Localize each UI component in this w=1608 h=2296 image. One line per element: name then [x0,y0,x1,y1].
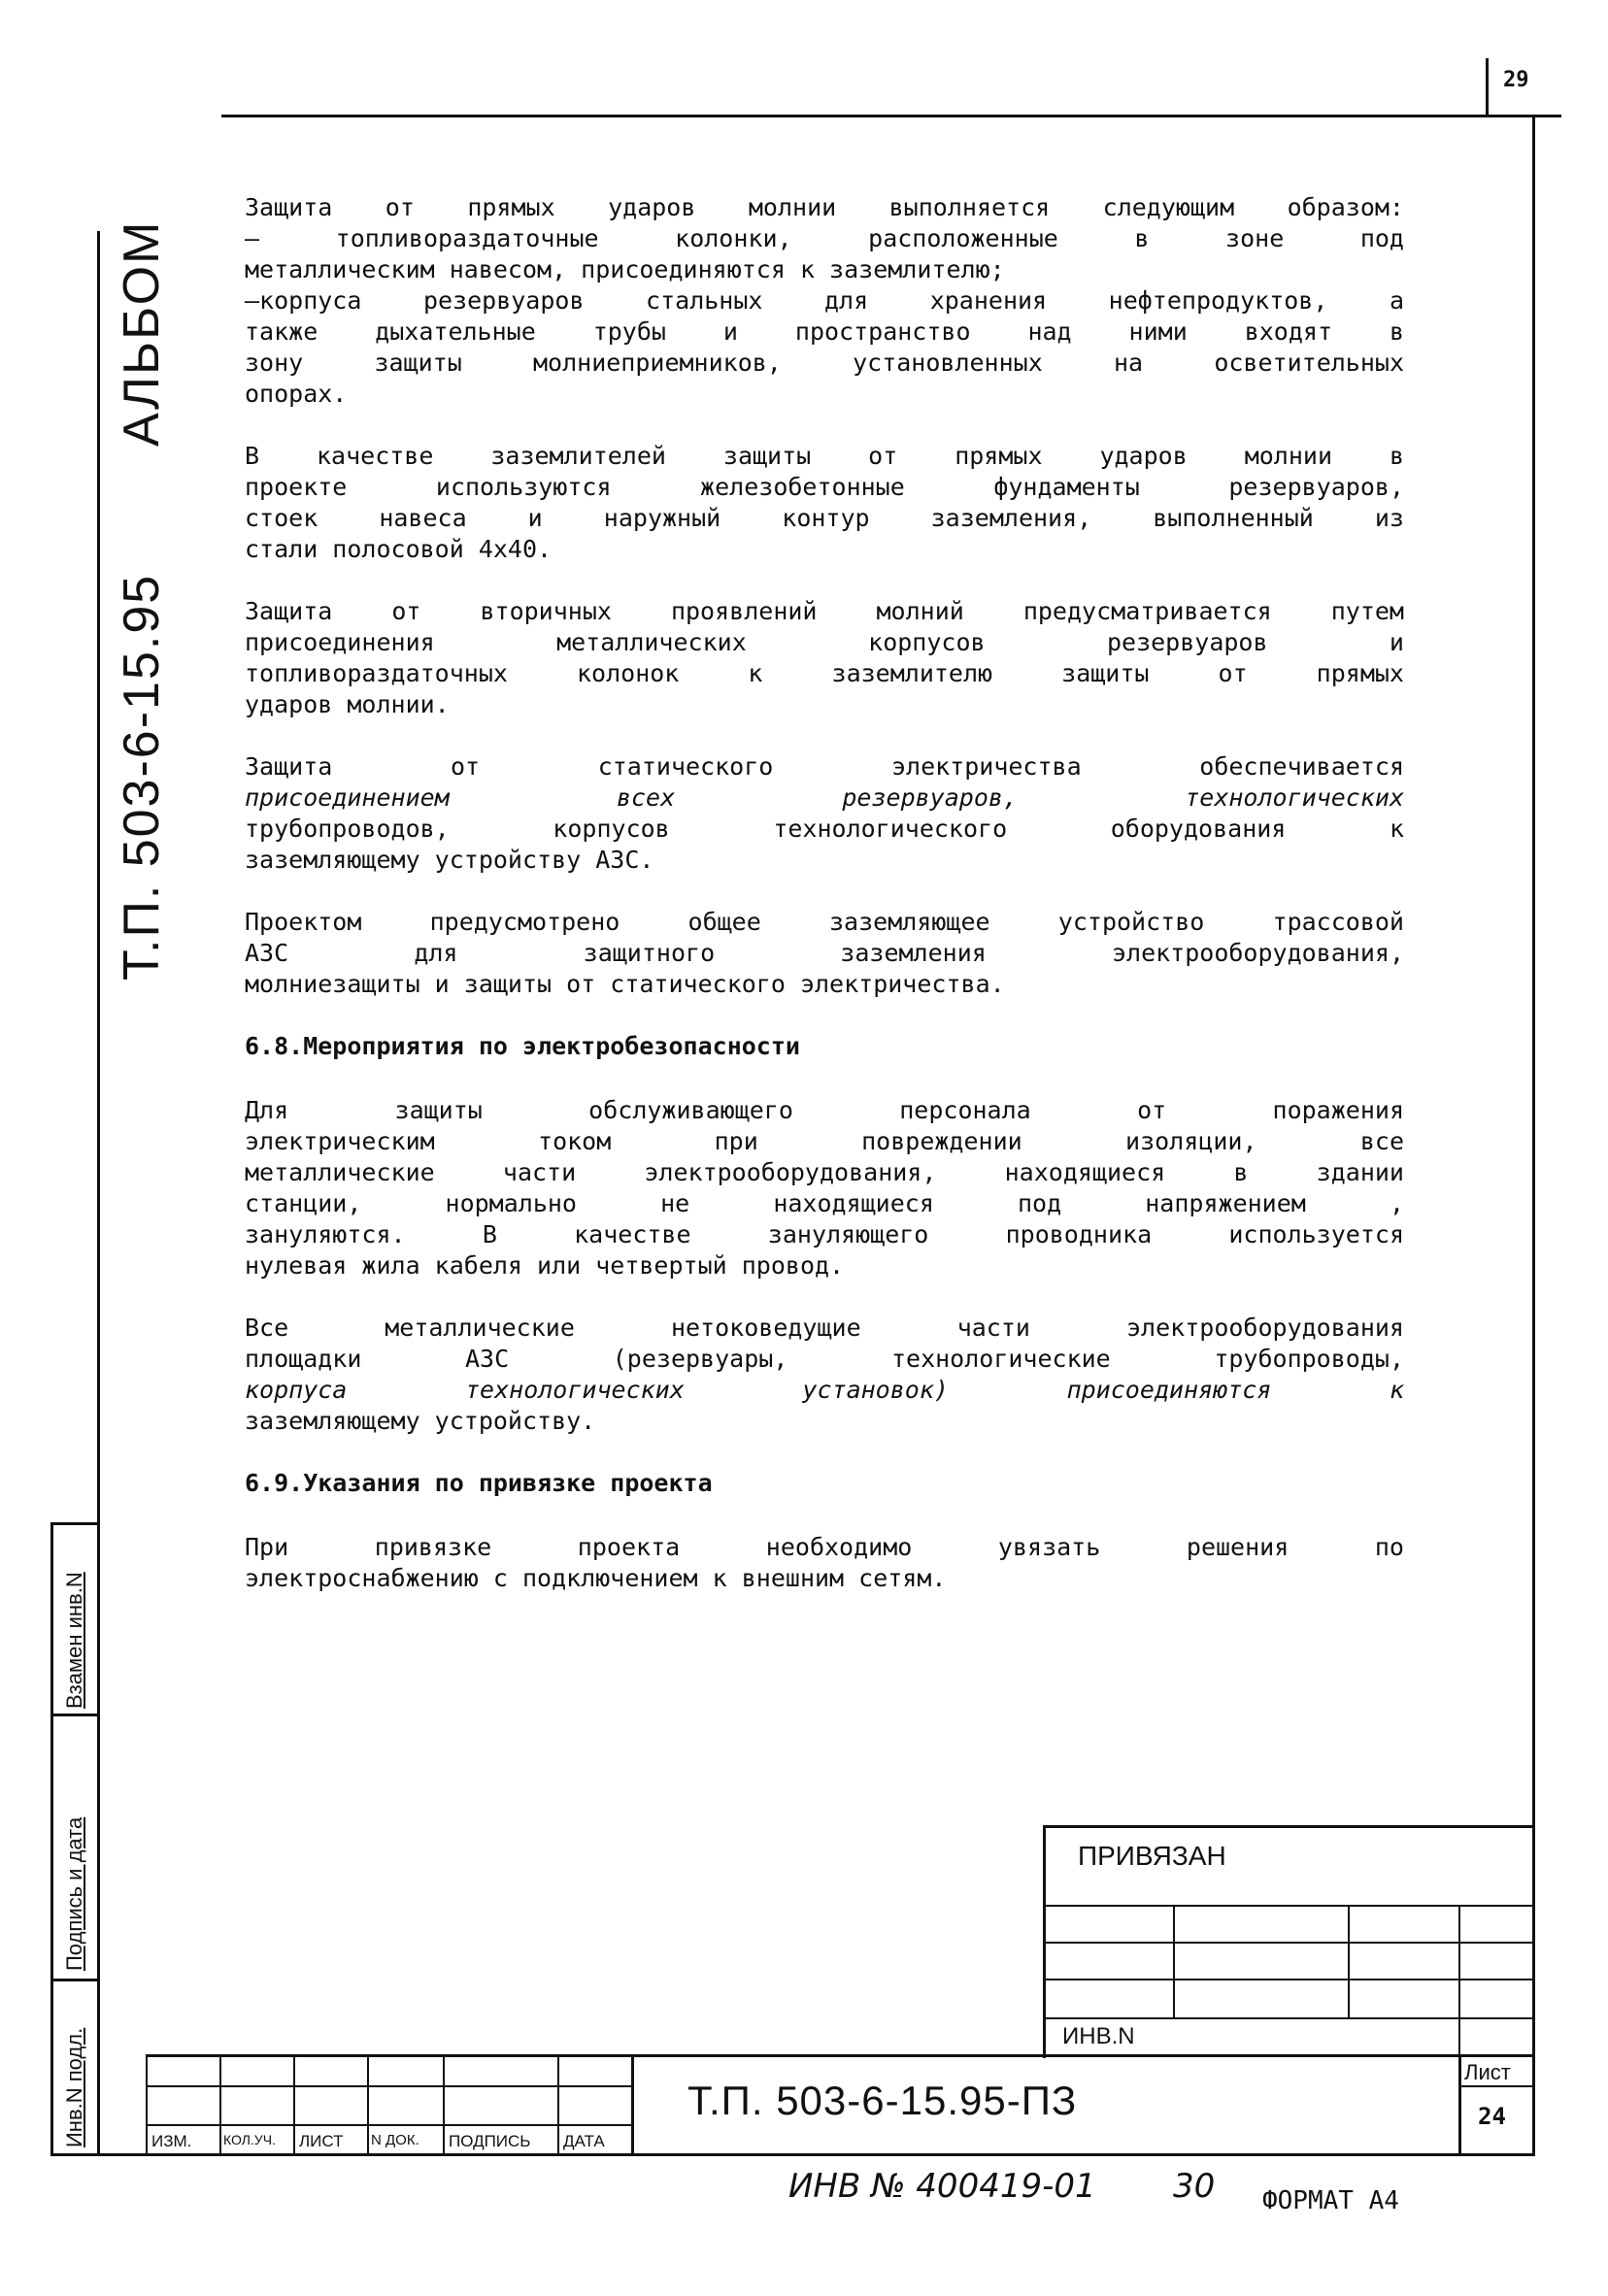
title-col0 [146,2054,148,2155]
sign-date-label: Подпись и дата [62,1816,86,1971]
left-frame-bottom [50,2153,1535,2156]
left-frame-inner [97,231,100,2155]
paragraph-safety [245,1095,1404,1281]
title-col5 [557,2054,559,2155]
text-line: проекте используются железобетонные фундаменты резервуаров, [245,473,1404,501]
bound-row1 [1043,1905,1534,1907]
replace-inv-label: Взамен инв.N [62,1572,86,1709]
text-line: трубопроводов, корпусов технологического оборудования к [245,815,1404,843]
right-frame [1532,115,1535,2153]
title-col4 [443,2054,445,2155]
text-line: корпуса технологических установок) присоединяются к [245,1376,1404,1404]
left-frame-div1 [50,1522,99,1525]
text-line: стоек навеса и наружный контур заземления, выполненный из [245,504,1404,532]
page-number-divider [1486,58,1489,115]
sheet-number: 24 [1478,2103,1506,2130]
text-line: площадки АЗС (резервуары, технологические трубопроводы, [245,1345,1404,1373]
text-line: электроснабжению с подключением к внешним сетям. [245,1564,947,1592]
text-line: – топливораздаточные колонки, расположенные в зоне под [245,224,1404,252]
col-data: ДАТА [563,2132,605,2150]
inv-orig-label: Инв.N подл. [62,2027,86,2147]
text-line: Все металлические нетоковедущие части электрооборудования [245,1314,1404,1342]
text-line: присоединением всех резервуаров, технологических [245,783,1404,812]
text-line: АЗС для защитного заземления электрооборудования, [245,939,1404,967]
text-line: электрическим током при повреждении изоляции, все [245,1127,1404,1155]
text-line: нулевая жила кабеля или четвертый провод. [245,1251,845,1280]
document-code: Т.П. 503-6-15.95-ПЗ [687,2078,1078,2123]
section-heading-6-8: 6.8.Мероприятия по электробезопасности [245,1032,800,1060]
text-line: стали полосовой 4х40. [245,535,553,563]
bound-label: ПРИВЯЗАН [1078,1841,1226,1871]
text-line: Защита от прямых ударов молнии выполняется следующим образом: [245,193,1404,221]
text-line: топливораздаточных колонок к заземлителю защиты от прямых [245,659,1404,687]
text-line: Защита от вторичных проявлений молний предусматривается путем [245,597,1404,625]
text-line: Для защиты обслуживающего персонала от поражения [245,1096,1404,1124]
section-heading-6-9: 6.9.Указания по привязке проекта [245,1469,713,1497]
bound-row4 [1043,2017,1534,2019]
col-n-dok: N ДОК. [371,2132,419,2148]
top-rule [221,115,1561,117]
bound-col1 [1173,1905,1175,2017]
bound-box-top [1043,1825,1534,1828]
paragraph-grounding [245,441,1404,565]
paragraph-static [245,751,1404,876]
col-izm: ИЗМ. [151,2132,192,2150]
text-line: также дыхательные трубы и пространство над ними входят в [245,317,1404,346]
bound-col2 [1348,1905,1350,2017]
text-line: ударов молнии. [245,690,450,718]
text-line: зону защиты молниеприемников, установленных на осветительных [245,349,1404,377]
paragraph-secondary [245,596,1404,720]
text-line: опорах. [245,380,348,408]
text-line: присоединения металлических корпусов резервуаров и [245,628,1404,656]
text-line: станции, нормально не находящиеся под напряжением , [245,1189,1404,1217]
text-line: заземляющему устройству. [245,1407,596,1435]
text-line: заземляющему устройству АЗС. [245,846,654,874]
inv-label: ИНВ.N [1062,2023,1135,2049]
title-col1 [219,2054,221,2155]
text-line: молниезащиты и защиты от статического электричества. [245,970,1005,998]
col-podpis: ПОДПИСЬ [449,2132,531,2150]
format-label: ФОРМАТ А4 [1262,2186,1399,2215]
bound-row3 [1043,1979,1534,1980]
left-frame-outer [50,1522,53,2155]
side-doc-code: Т.П. 503-6-15.95 [114,573,170,981]
text-line: –корпуса резервуаров стальных для хранения нефтепродуктов, а [245,286,1404,315]
paragraph-metal-parts [245,1313,1404,1437]
col-list: ЛИСТ [299,2132,344,2150]
text-line: Защита от статического электричества обеспечивается [245,752,1404,781]
title-col6 [631,2054,634,2155]
text-line: При привязке проекта необходимо увязать решения по [245,1533,1404,1561]
bound-row2 [1043,1942,1534,1944]
bound-col3 [1458,1905,1460,2056]
album-label: АЛЬБОМ [114,219,170,447]
left-frame-div3 [50,1979,99,1981]
sheet-divider [1458,2085,1534,2087]
handwritten-number: 30 [1173,2167,1216,2206]
title-block-top [146,2054,1534,2057]
title-col3 [367,2054,369,2155]
body-text [245,192,1404,1625]
col-kol-uch: КОЛ.УЧ. [223,2132,276,2147]
paragraph-common-ground [245,907,1404,1000]
text-line: металлические части электрооборудования, находящиеся в здании [245,1158,1404,1186]
title-col2 [293,2054,295,2155]
sheet-label: Лист [1464,2060,1511,2084]
paragraph-lightning [245,192,1404,410]
text-line: В качестве заземлителей защиты от прямых ударов молнии в [245,442,1404,470]
sheet-col [1458,2054,1461,2155]
text-line: металлическим навесом, присоединяются к заземлителю; [245,255,1005,283]
paragraph-binding [245,1532,1404,1594]
page-number: 29 [1503,68,1529,92]
left-frame-div2 [50,1714,99,1716]
text-line: Проектом предусмотрено общее заземляющее устройство трассовой [245,908,1404,936]
inventory-handwritten: ИНВ № 400419-01 [788,2167,1096,2206]
text-line: зануляются. В качестве зануляющего проводника используется [245,1220,1404,1248]
